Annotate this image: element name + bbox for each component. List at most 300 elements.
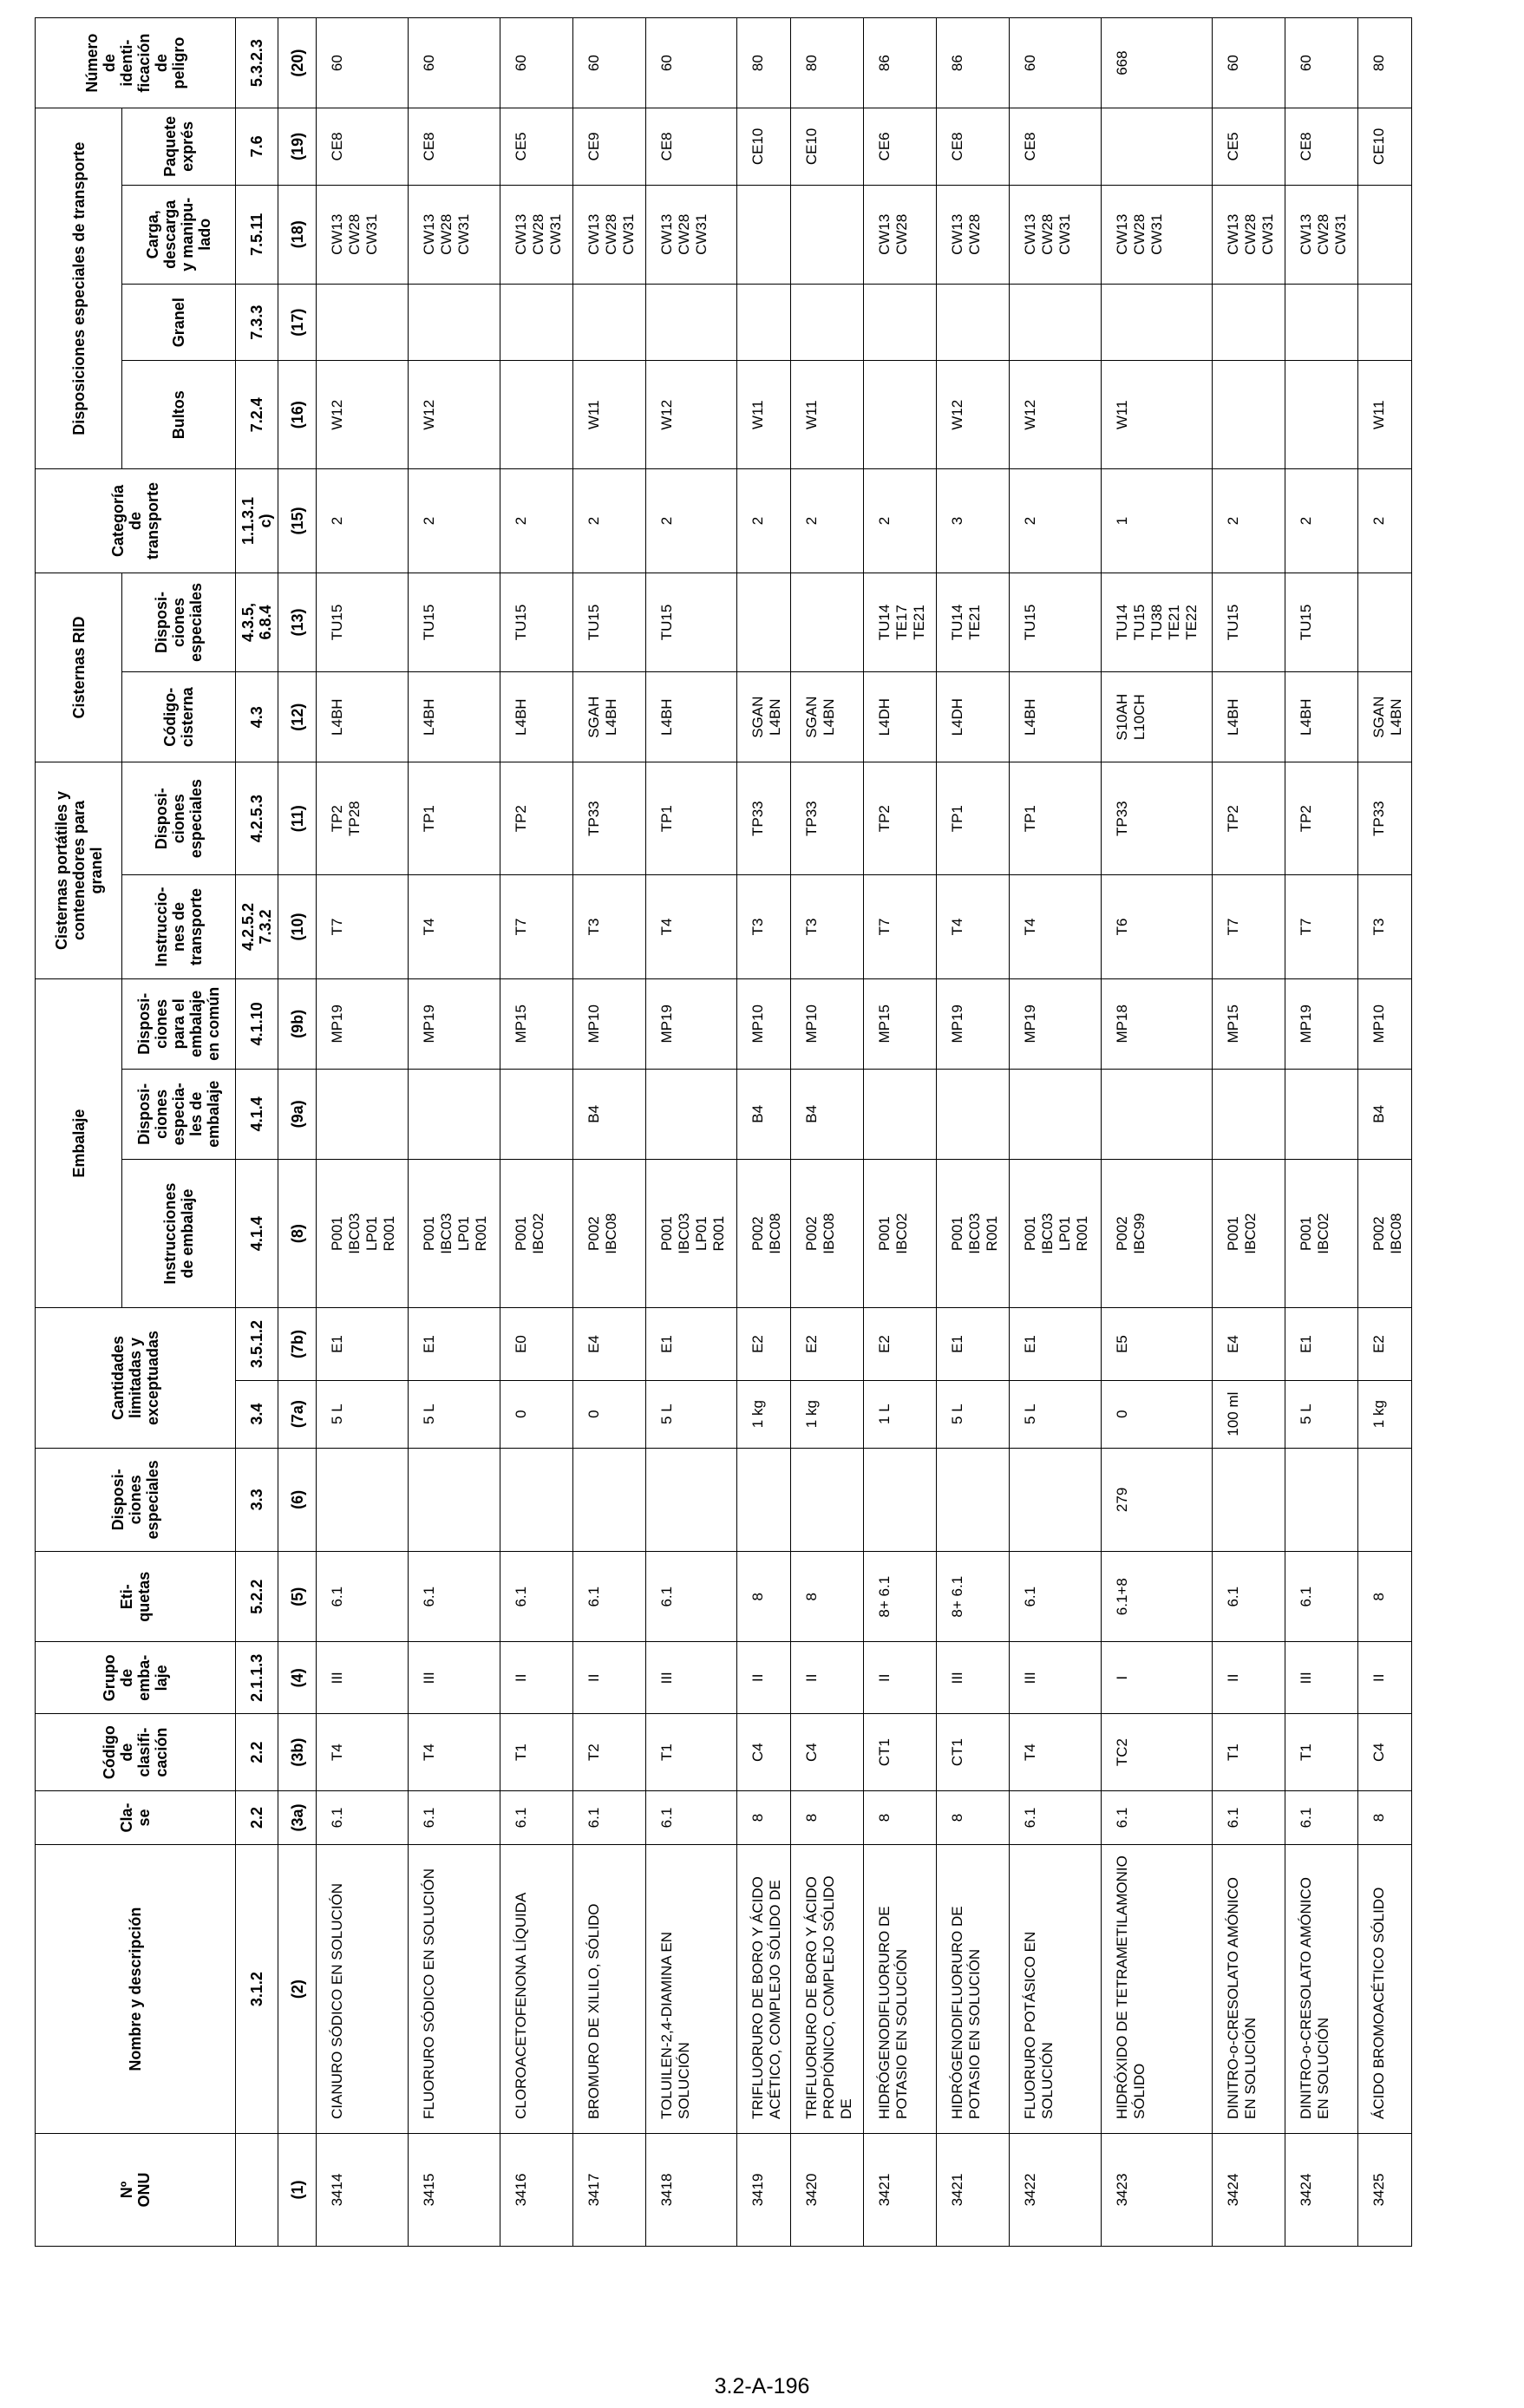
cell-clase: 8 [791, 1790, 864, 1844]
cell-cod: C4 [737, 1714, 791, 1790]
cell-c12: L4BH [500, 672, 572, 762]
cell-clase: 6.1 [1212, 1790, 1285, 1844]
cell-c12: SGAH L4BH [572, 672, 645, 762]
reference-cell: 3.3 [236, 1448, 278, 1552]
reference-cell: 2.2 [236, 1790, 278, 1844]
cell-cat: 2 [572, 469, 645, 573]
reference-cell: 2.2 [236, 1714, 278, 1790]
cell-c7b: E1 [1010, 1308, 1102, 1380]
cell-t10: T4 [408, 875, 500, 979]
cell-onu: 3418 [645, 2134, 737, 2247]
cell-num: 80 [1357, 18, 1411, 108]
cell-onu: 3422 [1010, 2134, 1102, 2247]
cell-grupo: III [408, 1642, 500, 1714]
cell-d9b: MP19 [408, 978, 500, 1069]
reference-cell: 4.3.5, 6.8.4 [236, 573, 278, 671]
cell-name: FLUORURO SÓDICO EN SOLUCIÓN [408, 1845, 500, 2134]
cell-c7b: E1 [645, 1308, 737, 1380]
header-codigo-cisterna: Código- cisterna [122, 672, 236, 762]
cell-grupo: III [937, 1642, 1010, 1714]
cell-c13: TU15 [1212, 573, 1285, 671]
cell-gra [645, 284, 737, 360]
cell-num: 80 [737, 18, 791, 108]
cell-cat: 2 [737, 469, 791, 573]
cell-paq: CE8 [937, 108, 1010, 185]
cell-cod: CT1 [937, 1714, 1010, 1790]
cell-cod: T2 [572, 1714, 645, 1790]
header-instrucciones-embalaje: Instrucciones de embalaje [122, 1159, 236, 1308]
cell-cod: T1 [1212, 1714, 1285, 1790]
cell-disp [1212, 1448, 1285, 1552]
reference-cell: 3.1.2 [236, 1845, 278, 2134]
cell-gra [1285, 284, 1357, 360]
cell-t11: TP2 [1285, 762, 1357, 875]
reference-cell: 1.1.3.1 c) [236, 469, 278, 573]
cell-paq: CE8 [1010, 108, 1102, 185]
reference-cell: 7.6 [236, 108, 278, 185]
cell-cat: 2 [1010, 469, 1102, 573]
cell-t11: TP1 [645, 762, 737, 875]
cell-c13: TU15 [1285, 573, 1357, 671]
header-numero-peligro: Número de identi- ficación de peligro [36, 18, 236, 108]
header-granel: Granel [122, 284, 236, 360]
cell-cod: T4 [1010, 1714, 1102, 1790]
cell-c13: TU15 [500, 573, 572, 671]
cell-grupo: II [572, 1642, 645, 1714]
cell-t11: TP33 [1357, 762, 1411, 875]
table-row [572, 18, 645, 2247]
reference-cell: 7.5.11 [236, 185, 278, 284]
column-number-cell: (3a) [278, 1790, 317, 1844]
cell-c13: TU15 [572, 573, 645, 671]
cell-t10: T3 [1357, 875, 1411, 979]
cell-clase: 6.1 [572, 1790, 645, 1844]
cell-t10: T3 [572, 875, 645, 979]
cell-d9a: B4 [572, 1069, 645, 1159]
cell-c7b: E2 [791, 1308, 864, 1380]
table-row [737, 18, 791, 2247]
cell-paq: CE9 [572, 108, 645, 185]
column-number-cell: (6) [278, 1448, 317, 1552]
cell-gra [500, 284, 572, 360]
column-number-cell: (8) [278, 1159, 317, 1308]
cell-cod: CT1 [864, 1714, 937, 1790]
cell-d9b: MP19 [645, 978, 737, 1069]
cell-etiq: 8+ 6.1 [937, 1552, 1010, 1642]
cell-c13 [791, 573, 864, 671]
table-row [791, 18, 864, 2247]
cell-t10: T7 [1285, 875, 1357, 979]
cell-cod: T1 [645, 1714, 737, 1790]
column-number-cell: (7a) [278, 1380, 317, 1448]
cell-d9b: MP10 [737, 978, 791, 1069]
cell-gra [791, 284, 864, 360]
cell-onu: 3425 [1357, 2134, 1411, 2247]
cell-t10: T3 [791, 875, 864, 979]
cell-c7b: E4 [572, 1308, 645, 1380]
cell-d9a [1102, 1069, 1213, 1159]
cell-clase: 8 [937, 1790, 1010, 1844]
reference-cell: 2.1.1.3 [236, 1642, 278, 1714]
cell-bul: W11 [791, 361, 864, 469]
cell-disp [937, 1448, 1010, 1552]
column-number-cell: (9b) [278, 978, 317, 1069]
cell-etiq: 6.1 [645, 1552, 737, 1642]
cell-inst: P001 IBC03 LP01 R001 [645, 1159, 737, 1308]
header-paquete: Paquete exprés [122, 108, 236, 185]
cell-cod: T1 [1285, 1714, 1357, 1790]
cell-c7a: 1 kg [737, 1380, 791, 1448]
cell-inst: P001 IBC03 R001 [937, 1159, 1010, 1308]
header-nombre: Nombre y descripción [36, 1845, 236, 2134]
cell-etiq: 6.1 [1285, 1552, 1357, 1642]
cell-car [1357, 185, 1411, 284]
cell-c7a: 5 L [645, 1380, 737, 1448]
cell-t10: T7 [864, 875, 937, 979]
column-number-cell: (20) [278, 18, 317, 108]
cell-name: DINITRO-o-CRESOLATO AMÓNICO EN SOLUCIÓN [1285, 1845, 1357, 2134]
cell-car: CW13 CW28 CW31 [1285, 185, 1357, 284]
cell-clase: 6.1 [500, 1790, 572, 1844]
cell-cat: 2 [500, 469, 572, 573]
table-row [645, 18, 737, 2247]
cell-num: 60 [1010, 18, 1102, 108]
header-embalaje: Embalaje [36, 978, 122, 1308]
cell-c7a: 1 L [864, 1380, 937, 1448]
cell-name: TRIFLUORURO DE BORO Y ÁCIDO PROPIÓNICO, COMPLEJO SÓLIDO DE [791, 1845, 864, 2134]
cell-cat: 2 [1212, 469, 1285, 573]
cell-onu: 3414 [316, 2134, 408, 2247]
cell-c7a: 1 kg [791, 1380, 864, 1448]
cell-inst: P002 IBC08 [791, 1159, 864, 1308]
table-row [1357, 18, 1411, 2247]
cell-t11: TP2 [1212, 762, 1285, 875]
reference-cell: 4.3 [236, 672, 278, 762]
header-clase: Cla- se [36, 1790, 236, 1844]
cell-d9b: MP15 [1212, 978, 1285, 1069]
reference-cell: 4.1.4 [236, 1069, 278, 1159]
cell-c7a: 5 L [316, 1380, 408, 1448]
cell-bul: W12 [937, 361, 1010, 469]
cell-c12: S10AH L10CH [1102, 672, 1213, 762]
cell-t10: T6 [1102, 875, 1213, 979]
cell-paq: CE10 [791, 108, 864, 185]
cell-cat: 2 [864, 469, 937, 573]
reference-cell: 5.2.2 [236, 1552, 278, 1642]
cell-t10: T4 [1010, 875, 1102, 979]
reference-cell: 3.4 [236, 1380, 278, 1448]
cell-grupo: III [1285, 1642, 1357, 1714]
header-disposiciones-especiales: Disposi- ciones especiales [36, 1448, 236, 1552]
cell-t11: TP2 [864, 762, 937, 875]
cell-onu: 3421 [937, 2134, 1010, 2247]
cell-gra [572, 284, 645, 360]
cell-onu: 3419 [737, 2134, 791, 2247]
cell-cat: 2 [791, 469, 864, 573]
cell-disp: 279 [1102, 1448, 1213, 1552]
cell-gra [408, 284, 500, 360]
cell-car: CW13 CW28 CW31 [316, 185, 408, 284]
cell-grupo: III [316, 1642, 408, 1714]
cell-paq [1102, 108, 1213, 185]
cell-disp [572, 1448, 645, 1552]
cell-cat: 2 [645, 469, 737, 573]
cell-name: HIDRÓGENODIFLUORURO DE POTASIO EN SOLUCIÓN [937, 1845, 1010, 2134]
cell-onu: 3415 [408, 2134, 500, 2247]
cell-c12: L4BH [316, 672, 408, 762]
cell-inst: P001 IBC03 LP01 R001 [408, 1159, 500, 1308]
cell-disp [737, 1448, 791, 1552]
cell-d9b: MP10 [572, 978, 645, 1069]
cell-num: 60 [1212, 18, 1285, 108]
cell-car: CW13 CW28 CW31 [1102, 185, 1213, 284]
header-cisternas-rid: Cisternas RID [36, 573, 122, 762]
column-number-cell: (11) [278, 762, 317, 875]
cell-clase: 6.1 [645, 1790, 737, 1844]
header-carga: Carga, descarga y manipu- lado [122, 185, 236, 284]
cell-num: 60 [500, 18, 572, 108]
cell-bul: W12 [408, 361, 500, 469]
cell-inst: P001 IBC02 [1285, 1159, 1357, 1308]
cell-c12: L4BH [408, 672, 500, 762]
column-number-cell: (3b) [278, 1714, 317, 1790]
cell-t11: TP2 [500, 762, 572, 875]
table-row [316, 18, 408, 2247]
cell-bul [1285, 361, 1357, 469]
rotated-table-container [35, 17, 1412, 2247]
reference-cell: 4.2.5.2 7.3.2 [236, 875, 278, 979]
cell-onu: 3416 [500, 2134, 572, 2247]
column-number-cell: (18) [278, 185, 317, 284]
cell-t10: T7 [1212, 875, 1285, 979]
cell-car: CW13 CW28 CW31 [645, 185, 737, 284]
cell-bul [500, 361, 572, 469]
cell-c7a: 5 L [1010, 1380, 1102, 1448]
column-number-cell: (10) [278, 875, 317, 979]
cell-t11: TP33 [572, 762, 645, 875]
cell-clase: 8 [1357, 1790, 1411, 1844]
cell-num: 86 [864, 18, 937, 108]
cell-t11: TP33 [737, 762, 791, 875]
cell-disp [316, 1448, 408, 1552]
cell-name: TOLUILEN-2,4-DIAMINA EN SOLUCIÓN [645, 1845, 737, 2134]
cell-num: 60 [1285, 18, 1357, 108]
header-disposiciones-transporte: Disposiciones especiales de transporte [36, 108, 122, 469]
column-number-cell: (5) [278, 1552, 317, 1642]
cell-c12: SGAN L4BN [737, 672, 791, 762]
cell-t11: TP2 TP28 [316, 762, 408, 875]
cell-onu: 3424 [1285, 2134, 1357, 2247]
cell-cod: T4 [316, 1714, 408, 1790]
cell-cod: C4 [791, 1714, 864, 1790]
cell-name: FLUORURO POTÁSICO EN SOLUCIÓN [1010, 1845, 1102, 2134]
cell-t11: TP1 [1010, 762, 1102, 875]
cell-c7a: 5 L [937, 1380, 1010, 1448]
cell-gra [316, 284, 408, 360]
cell-cod: T1 [500, 1714, 572, 1790]
cell-bul: W11 [1102, 361, 1213, 469]
cell-gra [1010, 284, 1102, 360]
cell-inst: P002 IBC08 [1357, 1159, 1411, 1308]
cell-etiq: 8 [1357, 1552, 1411, 1642]
cell-gra [1102, 284, 1213, 360]
header-disp-embalaje-comun: Disposi- ciones para el embalaje en común [122, 978, 236, 1069]
cell-etiq: 8+ 6.1 [864, 1552, 937, 1642]
cell-d9a [408, 1069, 500, 1159]
cell-bul: W12 [316, 361, 408, 469]
cell-onu: 3417 [572, 2134, 645, 2247]
cell-c13: TU15 [408, 573, 500, 671]
cell-d9a [645, 1069, 737, 1159]
table-row [1102, 18, 1213, 2247]
cell-d9a: B4 [1357, 1069, 1411, 1159]
column-number-cell: (2) [278, 1845, 317, 2134]
cell-etiq: 6.1 [408, 1552, 500, 1642]
header-cisternas-portatiles: Cisternas portátiles y contenedores para granel [36, 762, 122, 979]
cell-paq: CE8 [645, 108, 737, 185]
cell-disp [500, 1448, 572, 1552]
cell-d9a [1010, 1069, 1102, 1159]
cell-etiq: 8 [737, 1552, 791, 1642]
cell-inst: P001 IBC02 [1212, 1159, 1285, 1308]
cell-c7a: 0 [500, 1380, 572, 1448]
cell-bul: W11 [1357, 361, 1411, 469]
cell-disp [408, 1448, 500, 1552]
cell-grupo: II [1212, 1642, 1285, 1714]
header-categoria-transporte: Categoría de transporte [36, 469, 236, 573]
cell-d9b: MP19 [1285, 978, 1357, 1069]
cell-num: 60 [572, 18, 645, 108]
cell-c13 [737, 573, 791, 671]
header-disp-especiales-rid: Disposi- ciones especiales [122, 573, 236, 671]
cell-c7a: 0 [572, 1380, 645, 1448]
table-row [864, 18, 937, 2247]
cell-c7a: 1 kg [1357, 1380, 1411, 1448]
header-cantidades: Cantidades limitadas y exceptuadas [36, 1308, 236, 1448]
cell-c7b: E1 [1285, 1308, 1357, 1380]
column-number-cell: (12) [278, 672, 317, 762]
cell-paq: CE6 [864, 108, 937, 185]
cell-d9a [1212, 1069, 1285, 1159]
cell-name: CIANURO SÓDICO EN SOLUCIÓN [316, 1845, 408, 2134]
cell-c12: SGAN L4BN [791, 672, 864, 762]
cell-grupo: III [645, 1642, 737, 1714]
cell-c12: L4DH [937, 672, 1010, 762]
cell-inst: P001 IBC03 LP01 R001 [1010, 1159, 1102, 1308]
reference-cell: 3.5.1.2 [236, 1308, 278, 1380]
cell-disp [1010, 1448, 1102, 1552]
cell-clase: 6.1 [1010, 1790, 1102, 1844]
cell-c13: TU15 [316, 573, 408, 671]
cell-disp [645, 1448, 737, 1552]
column-number-cell: (15) [278, 469, 317, 573]
column-number-cell: (7b) [278, 1308, 317, 1380]
column-number-cell: (1) [278, 2134, 317, 2247]
cell-onu: 3420 [791, 2134, 864, 2247]
cell-d9a: B4 [791, 1069, 864, 1159]
cell-name: HIDRÓXIDO DE TETRAMETILAMONIO SÓLIDO [1102, 1845, 1213, 2134]
header-bultos: Bultos [122, 361, 236, 469]
cell-gra [1357, 284, 1411, 360]
cell-paq: CE8 [316, 108, 408, 185]
cell-c7a: 0 [1102, 1380, 1213, 1448]
cell-cat: 2 [1285, 469, 1357, 573]
cell-c7b: E1 [316, 1308, 408, 1380]
cell-c13: TU15 [645, 573, 737, 671]
cell-c7b: E2 [1357, 1308, 1411, 1380]
cell-grupo: II [1357, 1642, 1411, 1714]
column-number-cell: (9a) [278, 1069, 317, 1159]
cell-onu: 3423 [1102, 2134, 1213, 2247]
cell-c12: L4DH [864, 672, 937, 762]
cell-inst: P002 IBC08 [737, 1159, 791, 1308]
cell-car [737, 185, 791, 284]
cell-gra [864, 284, 937, 360]
cell-etiq: 8 [791, 1552, 864, 1642]
cell-paq: CE8 [408, 108, 500, 185]
reference-cell: 5.3.2.3 [236, 18, 278, 108]
cell-d9b: MP10 [1357, 978, 1411, 1069]
reference-cell: 7.3.3 [236, 284, 278, 360]
cell-clase: 6.1 [408, 1790, 500, 1844]
cell-cat: 3 [937, 469, 1010, 573]
cell-c13: TU15 [1010, 573, 1102, 671]
cell-car: CW13 CW28 CW31 [500, 185, 572, 284]
column-number-cell: (13) [278, 573, 317, 671]
table-row [937, 18, 1010, 2247]
cell-d9a [864, 1069, 937, 1159]
cell-paq: CE5 [1212, 108, 1285, 185]
header-disp-especiales-embalaje: Disposi- ciones especia- les de embalaje [122, 1069, 236, 1159]
cell-onu: 3424 [1212, 2134, 1285, 2247]
cell-c7a: 5 L [1285, 1380, 1357, 1448]
cell-cat: 2 [1357, 469, 1411, 573]
reference-cell [236, 2134, 278, 2247]
cell-bul: W11 [572, 361, 645, 469]
table-row [408, 18, 500, 2247]
column-number-cell: (19) [278, 108, 317, 185]
reference-cell: 4.1.10 [236, 978, 278, 1069]
cell-inst: P002 IBC99 [1102, 1159, 1213, 1308]
cell-t10: T3 [737, 875, 791, 979]
cell-etiq: 6.1 [1212, 1552, 1285, 1642]
cell-etiq: 6.1 [500, 1552, 572, 1642]
cell-cod: T4 [408, 1714, 500, 1790]
column-number-cell: (17) [278, 284, 317, 360]
cell-name: TRIFLUORURO DE BORO Y ÁCIDO ACÉTICO, COMPLEJO SÓLIDO DE [737, 1845, 791, 2134]
cell-c13: TU14 TU15 TU38 TE21 TE22 [1102, 573, 1213, 671]
cell-disp [864, 1448, 937, 1552]
cell-c13 [1357, 573, 1411, 671]
cell-t11: TP1 [937, 762, 1010, 875]
cell-name: ÁCIDO BROMOACÉTICO SÓLIDO [1357, 1845, 1411, 2134]
header-instrucciones-transporte: Instruccio- nes de transporte [122, 875, 236, 979]
cell-c7b: E4 [1212, 1308, 1285, 1380]
header-codigo-clasificacion: Código de clasifi- cación [36, 1714, 236, 1790]
cell-cat: 1 [1102, 469, 1213, 573]
cell-cod: TC2 [1102, 1714, 1213, 1790]
cell-gra [1212, 284, 1285, 360]
cell-car [791, 185, 864, 284]
cell-t10: T7 [500, 875, 572, 979]
table-row [500, 18, 572, 2247]
cell-t10: T4 [645, 875, 737, 979]
cell-t10: T7 [316, 875, 408, 979]
cell-onu: 3421 [864, 2134, 937, 2247]
cell-grupo: III [1010, 1642, 1102, 1714]
cell-c12: L4BH [1212, 672, 1285, 762]
table-row [1212, 18, 1285, 2247]
